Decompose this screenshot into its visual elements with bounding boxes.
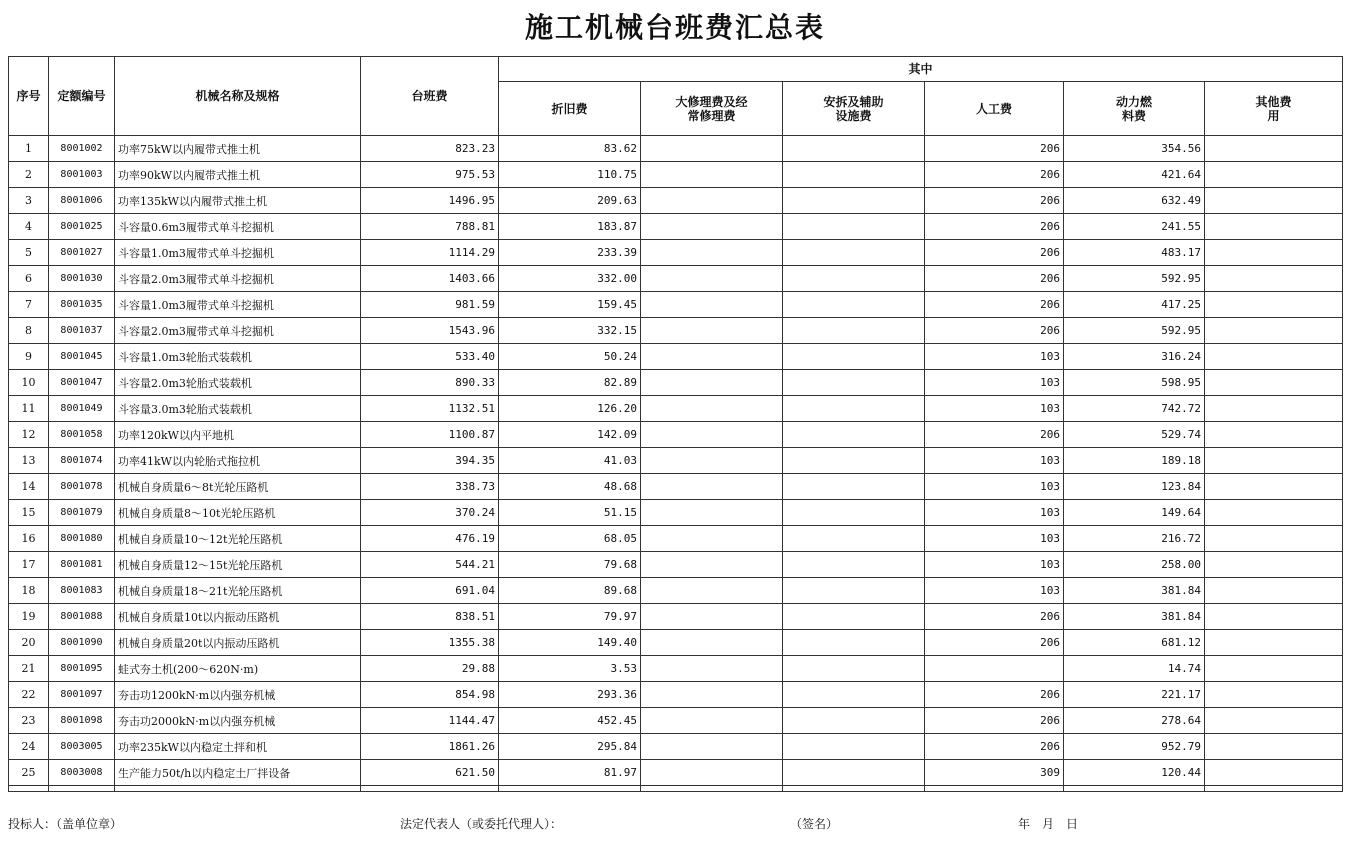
cell-depreciation: 68.05 [499, 526, 641, 552]
cell-depreciation: 332.15 [499, 318, 641, 344]
cell-overhaul [641, 188, 783, 214]
blank-row [9, 786, 1343, 792]
cell-fuel: 123.84 [1064, 474, 1205, 500]
cell-other [1205, 656, 1343, 682]
cell-fuel: 221.17 [1064, 682, 1205, 708]
cell-code: 8001088 [49, 604, 115, 630]
cell-depreciation: 3.53 [499, 656, 641, 682]
cell-labor: 206 [925, 266, 1064, 292]
cell-fuel: 189.18 [1064, 448, 1205, 474]
table-row [9, 370, 1343, 396]
cell-name: 机械自身质量12～15t光轮压路机 [115, 552, 361, 578]
cell-overhaul [641, 318, 783, 344]
cell-name: 斗容量3.0m3轮胎式装载机 [115, 396, 361, 422]
cell-depreciation: 293.36 [499, 682, 641, 708]
legal-rep-label: 法定代表人（或委托代理人）： [400, 817, 563, 831]
cell-shift-cost: 1496.95 [361, 188, 499, 214]
cell-shift-cost: 29.88 [361, 656, 499, 682]
cell-shift-cost: 338.73 [361, 474, 499, 500]
cell-name: 斗容量1.0m3轮胎式装载机 [115, 344, 361, 370]
cell-shift-cost: 691.04 [361, 578, 499, 604]
cell-name: 功率135kW以内履带式推土机 [115, 188, 361, 214]
cell-name: 斗容量2.0m3轮胎式装载机 [115, 370, 361, 396]
cell-other [1205, 708, 1343, 734]
header-shift-cost: 台班费 [361, 57, 499, 136]
machinery-cost-table [8, 56, 1343, 792]
cell-fuel: 316.24 [1064, 344, 1205, 370]
cell-install [783, 474, 925, 500]
cell-install [783, 708, 925, 734]
cell-install [783, 604, 925, 630]
cell-no: 3 [9, 188, 49, 214]
table-row [9, 682, 1343, 708]
cell-shift-cost: 788.81 [361, 214, 499, 240]
table-row [9, 136, 1343, 162]
cell-no: 17 [9, 552, 49, 578]
cell-code: 8001003 [49, 162, 115, 188]
page-title: 施工机械台班费汇总表 [524, 11, 825, 44]
cell-no: 22 [9, 682, 49, 708]
cell-overhaul [641, 396, 783, 422]
cell-other [1205, 162, 1343, 188]
table-row [9, 422, 1343, 448]
cell-shift-cost: 890.33 [361, 370, 499, 396]
cell-name: 夯击功2000kN·m以内强夯机械 [115, 708, 361, 734]
cell-overhaul [641, 604, 783, 630]
cell-code: 8001078 [49, 474, 115, 500]
cell-other [1205, 422, 1343, 448]
signature-footer [8, 815, 1342, 833]
cell-name: 功率90kW以内履带式推土机 [115, 162, 361, 188]
cell-fuel: 381.84 [1064, 578, 1205, 604]
cell-no: 14 [9, 474, 49, 500]
cell-overhaul [641, 240, 783, 266]
table-row [9, 266, 1343, 292]
cell-fuel: 598.95 [1064, 370, 1205, 396]
cell-no: 4 [9, 214, 49, 240]
cell-fuel: 258.00 [1064, 552, 1205, 578]
cell-install [783, 630, 925, 656]
cell-other [1205, 448, 1343, 474]
table-row [9, 734, 1343, 760]
cell-labor: 309 [925, 760, 1064, 786]
cell-shift-cost: 621.50 [361, 760, 499, 786]
cell-code: 8001047 [49, 370, 115, 396]
cell-code: 8001006 [49, 188, 115, 214]
cell-install [783, 760, 925, 786]
table-row [9, 396, 1343, 422]
cell-depreciation: 295.84 [499, 734, 641, 760]
cell-other [1205, 578, 1343, 604]
header-overhaul: 大修理费及经常修理费 [641, 82, 783, 136]
cell-code: 8001083 [49, 578, 115, 604]
cell-install [783, 266, 925, 292]
cell-install [783, 656, 925, 682]
cell-name: 斗容量2.0m3履带式单斗挖掘机 [115, 266, 361, 292]
cell-code: 8001030 [49, 266, 115, 292]
cell-other [1205, 266, 1343, 292]
cell-name: 机械自身质量20t以内振动压路机 [115, 630, 361, 656]
cell-name: 斗容量1.0m3履带式单斗挖掘机 [115, 292, 361, 318]
header-labor: 人工费 [925, 82, 1064, 136]
cell-labor: 206 [925, 682, 1064, 708]
cell-shift-cost: 1355.38 [361, 630, 499, 656]
cell-other [1205, 552, 1343, 578]
header-depreciation: 折旧费 [499, 82, 641, 136]
cell-other [1205, 188, 1343, 214]
cell-fuel: 216.72 [1064, 526, 1205, 552]
cell-code: 8001097 [49, 682, 115, 708]
cell-labor [925, 656, 1064, 682]
cell-shift-cost: 394.35 [361, 448, 499, 474]
cell-depreciation: 79.97 [499, 604, 641, 630]
table-row [9, 578, 1343, 604]
cell-overhaul [641, 370, 783, 396]
table-row [9, 760, 1343, 786]
cell-code: 8001079 [49, 500, 115, 526]
cell-install [783, 448, 925, 474]
date-label: 年 月 日 [1018, 817, 1079, 831]
cell-code: 8001074 [49, 448, 115, 474]
cell-labor: 103 [925, 526, 1064, 552]
cell-no: 18 [9, 578, 49, 604]
cell-fuel: 278.64 [1064, 708, 1205, 734]
table-row [9, 630, 1343, 656]
cell-labor: 103 [925, 396, 1064, 422]
cell-fuel: 483.17 [1064, 240, 1205, 266]
cell-name: 功率41kW以内轮胎式拖拉机 [115, 448, 361, 474]
table-row [9, 318, 1343, 344]
cell-fuel: 241.55 [1064, 214, 1205, 240]
cell-fuel: 952.79 [1064, 734, 1205, 760]
cell-no: 15 [9, 500, 49, 526]
cell-other [1205, 344, 1343, 370]
cell-fuel: 632.49 [1064, 188, 1205, 214]
cell-no: 7 [9, 292, 49, 318]
cell-labor: 206 [925, 162, 1064, 188]
cell-depreciation: 209.63 [499, 188, 641, 214]
cell-overhaul [641, 448, 783, 474]
cell-no: 21 [9, 656, 49, 682]
cell-name: 机械自身质量18～21t光轮压路机 [115, 578, 361, 604]
cell-code: 8001080 [49, 526, 115, 552]
cell-shift-cost: 838.51 [361, 604, 499, 630]
cell-labor: 206 [925, 734, 1064, 760]
cell-other [1205, 604, 1343, 630]
cell-depreciation: 126.20 [499, 396, 641, 422]
cell-name: 功率120kW以内平地机 [115, 422, 361, 448]
cell-install [783, 552, 925, 578]
cell-labor: 206 [925, 318, 1064, 344]
cell-overhaul [641, 630, 783, 656]
cell-overhaul [641, 266, 783, 292]
cell-other [1205, 474, 1343, 500]
cell-name: 机械自身质量8～10t光轮压路机 [115, 500, 361, 526]
table-row [9, 162, 1343, 188]
cell-labor: 206 [925, 604, 1064, 630]
cell-depreciation: 183.87 [499, 214, 641, 240]
cell-depreciation: 89.68 [499, 578, 641, 604]
cell-fuel: 381.84 [1064, 604, 1205, 630]
cell-no: 6 [9, 266, 49, 292]
cell-name: 机械自身质量10～12t光轮压路机 [115, 526, 361, 552]
cell-name: 斗容量2.0m3履带式单斗挖掘机 [115, 318, 361, 344]
cell-no: 9 [9, 344, 49, 370]
header-install: 安拆及辅助设施费 [783, 82, 925, 136]
cell-no: 12 [9, 422, 49, 448]
cell-fuel: 354.56 [1064, 136, 1205, 162]
table-row [9, 474, 1343, 500]
cell-depreciation: 452.45 [499, 708, 641, 734]
cell-shift-cost: 854.98 [361, 682, 499, 708]
cell-depreciation: 142.09 [499, 422, 641, 448]
cell-labor: 103 [925, 370, 1064, 396]
cell-fuel: 14.74 [1064, 656, 1205, 682]
cell-other [1205, 292, 1343, 318]
table-row [9, 240, 1343, 266]
cell-fuel: 149.64 [1064, 500, 1205, 526]
cell-code: 8001049 [49, 396, 115, 422]
cell-other [1205, 500, 1343, 526]
cell-code: 8003008 [49, 760, 115, 786]
header-other: 其他费用 [1205, 82, 1343, 136]
cell-depreciation: 110.75 [499, 162, 641, 188]
cell-depreciation: 332.00 [499, 266, 641, 292]
signature-label: （签名） [790, 817, 839, 831]
cell-name: 斗容量0.6m3履带式单斗挖掘机 [115, 214, 361, 240]
cell-other [1205, 318, 1343, 344]
cell-code: 8001095 [49, 656, 115, 682]
cell-install [783, 162, 925, 188]
cell-fuel: 592.95 [1064, 266, 1205, 292]
cell-no: 24 [9, 734, 49, 760]
cell-code: 8001090 [49, 630, 115, 656]
header-code: 定额编号 [49, 57, 115, 136]
cell-other [1205, 370, 1343, 396]
cell-no: 2 [9, 162, 49, 188]
cell-depreciation: 159.45 [499, 292, 641, 318]
cell-code: 8001025 [49, 214, 115, 240]
table-row [9, 552, 1343, 578]
cell-overhaul [641, 760, 783, 786]
cell-overhaul [641, 292, 783, 318]
cell-shift-cost: 1132.51 [361, 396, 499, 422]
cell-no: 20 [9, 630, 49, 656]
cell-depreciation: 233.39 [499, 240, 641, 266]
cell-labor: 103 [925, 474, 1064, 500]
cell-other [1205, 396, 1343, 422]
cell-code: 8001027 [49, 240, 115, 266]
cell-labor: 103 [925, 552, 1064, 578]
cell-fuel: 681.12 [1064, 630, 1205, 656]
cell-labor: 206 [925, 214, 1064, 240]
cell-shift-cost: 981.59 [361, 292, 499, 318]
cell-install [783, 318, 925, 344]
cell-shift-cost: 544.21 [361, 552, 499, 578]
header-name: 机械名称及规格 [115, 57, 361, 136]
cell-fuel: 421.64 [1064, 162, 1205, 188]
bidder-label: 投标人：（盖单位章） [8, 817, 123, 831]
cell-overhaul [641, 422, 783, 448]
table-row [9, 448, 1343, 474]
cell-shift-cost: 370.24 [361, 500, 499, 526]
cell-labor: 103 [925, 344, 1064, 370]
cell-code: 8001002 [49, 136, 115, 162]
cell-other [1205, 214, 1343, 240]
cell-install [783, 214, 925, 240]
cell-overhaul [641, 734, 783, 760]
cell-overhaul [641, 552, 783, 578]
cell-shift-cost: 1100.87 [361, 422, 499, 448]
header-group: 其中 [499, 57, 1343, 82]
header-fuel: 动力燃料费 [1064, 82, 1205, 136]
cell-depreciation: 83.62 [499, 136, 641, 162]
cell-fuel: 417.25 [1064, 292, 1205, 318]
cell-depreciation: 50.24 [499, 344, 641, 370]
cell-shift-cost: 1144.47 [361, 708, 499, 734]
cell-install [783, 136, 925, 162]
cell-name: 夯击功1200kN·m以内强夯机械 [115, 682, 361, 708]
cell-depreciation: 79.68 [499, 552, 641, 578]
cell-overhaul [641, 344, 783, 370]
cell-code: 8001098 [49, 708, 115, 734]
table-row [9, 500, 1343, 526]
cell-overhaul [641, 656, 783, 682]
cell-overhaul [641, 162, 783, 188]
cell-labor: 103 [925, 448, 1064, 474]
cell-other [1205, 734, 1343, 760]
cell-no: 11 [9, 396, 49, 422]
cell-fuel: 529.74 [1064, 422, 1205, 448]
cell-other [1205, 630, 1343, 656]
cell-install [783, 396, 925, 422]
cell-no: 8 [9, 318, 49, 344]
table-row [9, 604, 1343, 630]
cell-shift-cost: 1114.29 [361, 240, 499, 266]
cell-name: 机械自身质量6～8t光轮压路机 [115, 474, 361, 500]
cell-install [783, 188, 925, 214]
cell-other [1205, 760, 1343, 786]
cell-depreciation: 51.15 [499, 500, 641, 526]
cell-labor: 206 [925, 422, 1064, 448]
cell-code: 8001037 [49, 318, 115, 344]
cell-install [783, 422, 925, 448]
cell-overhaul [641, 578, 783, 604]
cell-other [1205, 240, 1343, 266]
cell-overhaul [641, 682, 783, 708]
cell-shift-cost: 533.40 [361, 344, 499, 370]
table-row [9, 344, 1343, 370]
cell-overhaul [641, 136, 783, 162]
cell-overhaul [641, 214, 783, 240]
cell-labor: 206 [925, 136, 1064, 162]
cell-labor: 206 [925, 630, 1064, 656]
cell-install [783, 500, 925, 526]
cell-shift-cost: 823.23 [361, 136, 499, 162]
cell-install [783, 344, 925, 370]
cell-name: 蛙式夯土机(200～620N·m) [115, 656, 361, 682]
cell-install [783, 682, 925, 708]
cell-labor: 103 [925, 500, 1064, 526]
cell-install [783, 240, 925, 266]
cell-depreciation: 81.97 [499, 760, 641, 786]
cell-shift-cost: 1403.66 [361, 266, 499, 292]
cell-depreciation: 149.40 [499, 630, 641, 656]
cell-install [783, 292, 925, 318]
cell-other [1205, 682, 1343, 708]
cell-name: 功率75kW以内履带式推土机 [115, 136, 361, 162]
cell-other [1205, 136, 1343, 162]
cell-code: 8003005 [49, 734, 115, 760]
cell-fuel: 742.72 [1064, 396, 1205, 422]
cell-shift-cost: 1543.96 [361, 318, 499, 344]
header-no: 序号 [9, 57, 49, 136]
cell-install [783, 526, 925, 552]
table-row [9, 656, 1343, 682]
cell-fuel: 120.44 [1064, 760, 1205, 786]
cell-no: 1 [9, 136, 49, 162]
cell-depreciation: 82.89 [499, 370, 641, 396]
cell-labor: 206 [925, 708, 1064, 734]
cell-depreciation: 48.68 [499, 474, 641, 500]
table-row [9, 214, 1343, 240]
cell-labor: 206 [925, 240, 1064, 266]
cell-labor: 206 [925, 188, 1064, 214]
cell-code: 8001081 [49, 552, 115, 578]
cell-name: 生产能力50t/h以内稳定土厂拌设备 [115, 760, 361, 786]
cell-name: 功率235kW以内稳定土拌和机 [115, 734, 361, 760]
cell-code: 8001058 [49, 422, 115, 448]
cell-code: 8001035 [49, 292, 115, 318]
cell-no: 13 [9, 448, 49, 474]
table-row [9, 292, 1343, 318]
table-row [9, 188, 1343, 214]
cell-labor: 103 [925, 578, 1064, 604]
cell-code: 8001045 [49, 344, 115, 370]
cell-no: 10 [9, 370, 49, 396]
cell-shift-cost: 975.53 [361, 162, 499, 188]
cell-overhaul [641, 526, 783, 552]
table-row [9, 708, 1343, 734]
cell-overhaul [641, 474, 783, 500]
cell-install [783, 578, 925, 604]
cell-depreciation: 41.03 [499, 448, 641, 474]
cell-labor: 206 [925, 292, 1064, 318]
cell-shift-cost: 476.19 [361, 526, 499, 552]
cell-overhaul [641, 708, 783, 734]
cell-overhaul [641, 500, 783, 526]
cell-no: 19 [9, 604, 49, 630]
cell-shift-cost: 1861.26 [361, 734, 499, 760]
cell-install [783, 370, 925, 396]
cell-other [1205, 526, 1343, 552]
cell-install [783, 734, 925, 760]
table-row [9, 526, 1343, 552]
cell-no: 25 [9, 760, 49, 786]
cell-name: 机械自身质量10t以内振动压路机 [115, 604, 361, 630]
cell-no: 16 [9, 526, 49, 552]
cell-no: 5 [9, 240, 49, 266]
cell-fuel: 592.95 [1064, 318, 1205, 344]
cell-name: 斗容量1.0m3履带式单斗挖掘机 [115, 240, 361, 266]
cell-no: 23 [9, 708, 49, 734]
